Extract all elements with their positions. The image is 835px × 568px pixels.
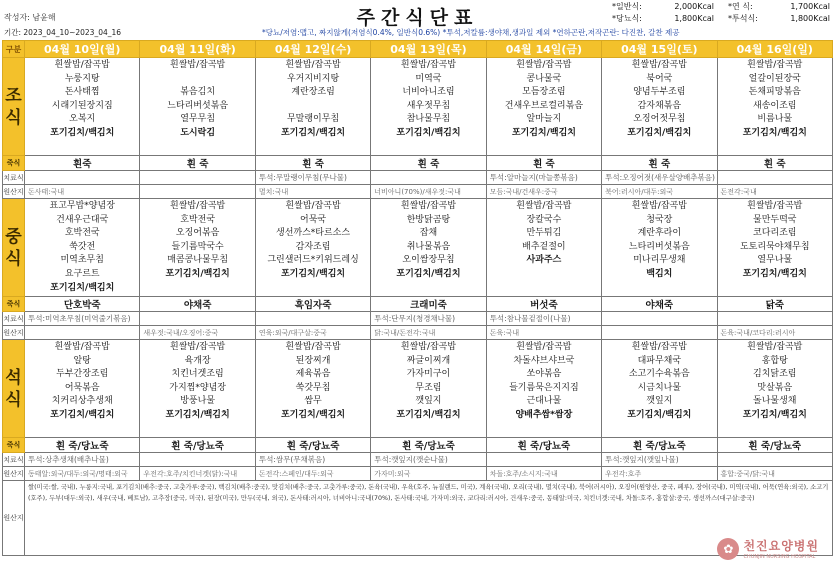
menu-item: 제육볶음 — [295, 369, 331, 380]
dinner-therapy-cell: 투석:쌈무(무채볶음) — [255, 453, 370, 467]
day-header: 04월 10일(월) — [25, 41, 140, 58]
lunch-origin-cell: 새우젓:국내/오징어:중국 — [140, 326, 255, 340]
breakfast-origin-cell: 멸치:국내 — [255, 185, 370, 199]
menu-item — [487, 268, 601, 282]
menu-item: 흰쌀밥/잡곡밥 — [285, 60, 341, 70]
menu-item: 흰쌀밥/잡곡밥 — [747, 342, 803, 352]
lunch-porridge-cell: 야채죽 — [602, 297, 717, 312]
menu-item: 돈사태찜 — [64, 87, 100, 98]
menu-item: 포기김치/백김치 — [165, 268, 230, 279]
kcal-label: *일반식: — [612, 2, 642, 11]
menu-item: 참나물무침 — [406, 114, 451, 125]
day-header: 04월 14일(금) — [486, 41, 601, 58]
dinner-therapy-row — [3, 453, 833, 467]
breakfast-porridge-cell: 흰 죽 — [140, 156, 255, 171]
menu-item: 모듬장조림 — [522, 87, 566, 98]
dinner-origin-cell: 가자미:외국 — [371, 467, 486, 481]
menu-item: 요구르트 — [64, 268, 100, 279]
day-header: 04월 11일(화) — [140, 41, 255, 58]
row-label-porridge: 죽식 — [3, 297, 25, 312]
menu-item: 새송이조림 — [753, 100, 797, 111]
row-label-breakfast: 조식 — [3, 58, 25, 156]
lunch-therapy-cell — [602, 312, 717, 326]
menu-item — [140, 73, 254, 87]
breakfast-therapy-row — [3, 171, 833, 185]
dinner-origin-cell: 동태알:외국/대두:외국/명태:외국 — [25, 467, 140, 481]
row-label-lunch: 중식 — [3, 199, 25, 297]
menu-item: 쌈무 — [304, 396, 322, 407]
menu-item: 흰쌀밥/잡곡밥 — [400, 201, 457, 211]
dinner-porridge-cell: 흰 죽/당뇨죽 — [255, 438, 370, 453]
lunch-origin-cell: 돈육:국내 — [486, 326, 601, 340]
menu-item: 오복지 — [69, 114, 96, 125]
breakfast-origin-row — [3, 185, 833, 199]
day-header: 04월 13일(목) — [371, 41, 486, 58]
menu-item: 깻잎지 — [415, 396, 442, 407]
dinner-porridge-cell: 흰 죽/당뇨죽 — [140, 438, 255, 453]
kcal-right — [728, 1, 830, 25]
day-header: 04월 12일(수) — [255, 41, 370, 58]
lunch-origin-cell: 돈육:국내/코다리:러시아 — [717, 326, 832, 340]
lunch-origin-cell: 닭:국내/돈전각:국내 — [371, 326, 486, 340]
corner-label: 구분 — [3, 41, 25, 58]
dinner-menu-cell — [140, 340, 255, 438]
lunch-origin-cell — [25, 326, 140, 340]
origin-footer: 쌀(미국:쌀, 국내), 누룽지:국내, 포기김치(배추:중국, 고춧가루:중국), 백김치(배추:중국), 맛김치(배추:중국, 고춧가루:중국), 돈육(국내), 우육(호주, 뉴질랜드, 미국), 계육(국내), 오리(국내), 멸치(국내), 북어(러시아), 오징어(원양산, 중국, 페루), 장어(국내), 미역(국내), 어묵(연육:외국), 소고기(호주), 두부(대두:외국), 새우(국내, 베트남), 고추장(중국, 미국), 된장(미국), 만두(국내, 외국), 돈사태:러시아, 너비아니:국내(70%), 돈사태:국내, 가자미:외국, 코다리:러시아, 건새우:중국, 동태알:미국, 치킨너겟:국내, 차돌:호주, 홍합살:중국, 생선까스(대구살:중국) — [25, 481, 833, 556]
breakfast-porridge-cell: 흰 죽 — [717, 156, 832, 171]
breakfast-menu-cell — [371, 58, 486, 156]
menu-item: 만두튀김 — [526, 228, 562, 239]
menu-item: 들기름막국수 — [171, 241, 224, 252]
menu-item: 포기김치/백김치 — [627, 409, 692, 420]
kcal-value: 1,800Kcal — [674, 14, 714, 23]
menu-item: 오징어젓무침 — [633, 114, 686, 125]
menu-body — [3, 58, 833, 556]
menu-item: 홍합탕 — [761, 355, 788, 366]
dinner-row — [3, 340, 833, 438]
lunch-menu-cell — [255, 199, 370, 297]
menu-item: 물만두떡국 — [753, 214, 797, 225]
menu-item — [140, 282, 254, 296]
menu-item: 흰쌀밥/잡곡밥 — [54, 342, 110, 352]
dinner-origin-cell: 돈전각:스페인/대두:외국 — [255, 467, 370, 481]
menu-item — [256, 282, 370, 296]
lunch-porridge-cell: 단호박죽 — [25, 297, 140, 312]
lunch-menu-cell — [371, 199, 486, 297]
menu-item: 돈채피망볶음 — [748, 87, 801, 98]
menu-item: 포기김치/백김치 — [742, 268, 807, 279]
kcal-label: *당뇨식: — [612, 14, 642, 23]
menu-item: 미나리무생채 — [633, 255, 686, 266]
row-label-porridge: 죽식 — [3, 438, 25, 453]
dinner-porridge-cell: 흰 죽/당뇨죽 — [602, 438, 717, 453]
menu-item: 흰쌀밥/잡곡밥 — [285, 201, 341, 211]
menu-item: 무말랭이무침 — [286, 114, 340, 125]
menu-item: 흰쌀밥/잡곡밥 — [747, 201, 803, 211]
dinner-porridge-cell: 흰 죽/당뇨죽 — [717, 438, 832, 453]
menu-item: 호박전국 — [64, 228, 100, 239]
menu-item: 볶음김치 — [180, 87, 216, 98]
menu-item: 표고무밥*양념장 — [49, 201, 115, 211]
lunch-therapy-cell — [255, 312, 370, 326]
menu-item: 얼갈이된장국 — [748, 73, 801, 84]
menu-item — [256, 100, 370, 114]
dinner-therapy-cell — [486, 453, 601, 467]
kcal-left — [612, 1, 714, 25]
kcal-label: *투석식: — [728, 14, 758, 23]
menu-item: 미역초무침 — [60, 255, 104, 266]
menu-item: 흰쌀밥/잡곡밥 — [516, 60, 572, 70]
menu-item: 쏘야볶음 — [526, 369, 562, 380]
menu-item: 너비아니조림 — [402, 87, 455, 98]
menu-item: 흰쌀밥/잡곡밥 — [170, 60, 226, 70]
dinner-menu-cell — [486, 340, 601, 438]
menu-item: 시래기된장지짐 — [51, 100, 113, 111]
menu-item: 들기름묵은지지짐 — [509, 382, 579, 393]
breakfast-menu-cell — [486, 58, 601, 156]
menu-item: 배추겉절이 — [522, 241, 566, 252]
menu-item: 비름나물 — [757, 114, 793, 125]
breakfast-origin-cell: 너비아니(70%)/새우젓:국내 — [371, 185, 486, 199]
menu-item: 가자미구이 — [406, 369, 451, 380]
lunch-origin-row — [3, 326, 833, 340]
menu-item: 포기김치/백김치 — [50, 127, 115, 138]
lunch-row — [3, 199, 833, 297]
logo-name: 천진요양병원 — [743, 539, 819, 553]
menu-item: 어묵볶음 — [64, 382, 100, 393]
menu-item: 포기김치/백김치 — [280, 268, 346, 279]
breakfast-porridge-cell: 흰 죽 — [486, 156, 601, 171]
breakfast-origin-cell: 북어:러시아/대두:외국 — [602, 185, 717, 199]
menu-item: 우거지비지탕 — [286, 73, 340, 84]
menu-item: 느타리버섯볶음 — [628, 241, 690, 252]
menu-item: 백김치 — [646, 268, 673, 279]
menu-item: 쑥갓무침 — [295, 382, 331, 393]
row-label-porridge: 죽식 — [3, 156, 25, 171]
menu-item: 흰쌀밥/잡곡밥 — [400, 60, 457, 70]
menu-item: 포기김치/백김치 — [396, 409, 461, 420]
breakfast-porridge-cell: 흰 죽 — [255, 156, 370, 171]
menu-item: 열무나물 — [757, 255, 793, 266]
breakfast-porridge-cell: 흰 죽 — [371, 156, 486, 171]
dinner-therapy-cell: 투석:깻잎지(깻잎나물) — [602, 453, 717, 467]
menu-item: 포기김치/백김치 — [50, 282, 115, 293]
menu-item — [487, 282, 601, 296]
menu-item: 한방닭곰탕 — [406, 214, 451, 225]
menu-item: 흰쌀밥/잡곡밥 — [170, 201, 226, 211]
dinner-origin-row — [3, 467, 833, 481]
author-label: 작성자: 남윤해 — [4, 13, 56, 22]
dinner-origin-cell: 홍합:중국/닭:국내 — [717, 467, 832, 481]
menu-item: 미역국 — [415, 73, 442, 84]
breakfast-menu-cell — [717, 58, 832, 156]
menu-item: 포기김치/백김치 — [165, 409, 230, 420]
menu-item: 차돌샤브샤브국 — [513, 355, 575, 366]
lunch-porridge-row — [3, 297, 833, 312]
dinner-menu-cell — [371, 340, 486, 438]
menu-item: 포기김치/백김치 — [50, 409, 115, 420]
kcal-label: *연 식: — [728, 2, 753, 11]
breakfast-menu-cell — [25, 58, 140, 156]
dinner-origin-cell: 차돌:호주/소시지:국내 — [486, 467, 601, 481]
menu-item: 시금치나물 — [637, 382, 682, 393]
breakfast-therapy-cell — [717, 171, 832, 185]
menu-item: 감자조림 — [295, 241, 331, 252]
menu-item: 오징어볶음 — [175, 228, 220, 239]
flower-icon: ✿ — [717, 538, 739, 560]
menu-item: 양념두부조림 — [633, 87, 686, 98]
breakfast-menu-cell — [140, 58, 255, 156]
lunch-porridge-cell: 닭죽 — [717, 297, 832, 312]
menu-item: 흰쌀밥/잡곡밥 — [54, 60, 110, 70]
menu-item: 김치닭조림 — [753, 369, 797, 380]
lunch-porridge-cell: 버섯죽 — [486, 297, 601, 312]
menu-item: 소고기수육볶음 — [628, 369, 690, 380]
breakfast-therapy-cell: 투석:알마늘지(마늘쫑볶음) — [486, 171, 601, 185]
hospital-logo — [717, 537, 819, 560]
menu-item: 흰쌀밥/잡곡밥 — [631, 60, 687, 70]
dinner-origin-cell: 우전각:호주 — [602, 467, 717, 481]
day-header: 04월 15일(토) — [602, 41, 717, 58]
dinner-porridge-cell: 흰 죽/당뇨죽 — [25, 438, 140, 453]
row-label-origin: 원산지 — [3, 185, 25, 199]
menu-item: 사과주스 — [526, 255, 562, 266]
breakfast-origin-cell — [140, 185, 255, 199]
menu-item: 생선까스*타르소스 — [276, 228, 351, 239]
lunch-therapy-row — [3, 312, 833, 326]
menu-item: 포기김치/백김치 — [742, 409, 807, 420]
row-label-origin: 원산지 — [3, 467, 25, 481]
menu-item: 알탕 — [73, 355, 91, 366]
breakfast-porridge-row — [3, 156, 833, 171]
period-label: 기간: 2023_04_10~2023_04_16 — [4, 28, 122, 37]
kcal-value: 1,700Kcal — [790, 2, 830, 11]
menu-item: 맛살볶음 — [757, 382, 793, 393]
menu-item: 건새우근대국 — [56, 214, 109, 225]
menu-item: 열무무침 — [180, 114, 216, 125]
menu-item: 콩나물국 — [526, 73, 562, 84]
menu-item: 치커리상추생채 — [51, 396, 113, 407]
lunch-origin-cell: 연육:외국/대구살:중국 — [255, 326, 370, 340]
day-header: 04월 16일(일) — [717, 41, 832, 58]
breakfast-menu-cell — [602, 58, 717, 156]
lunch-menu-cell — [486, 199, 601, 297]
menu-item: 호박전국 — [180, 214, 216, 225]
menu-item: 무조림 — [415, 382, 442, 393]
menu-item: 양배추쌈*쌈장 — [515, 409, 573, 420]
menu-item — [371, 282, 485, 296]
breakfast-row — [3, 58, 833, 156]
lunch-therapy-cell: 투석:참나물겉절이(나물) — [486, 312, 601, 326]
row-label-therapy: 치료식 — [3, 312, 25, 326]
breakfast-origin-cell: 돈사태:국내 — [25, 185, 140, 199]
menu-item: 오이쌈장무침 — [402, 255, 455, 266]
day-header-row — [3, 41, 833, 58]
menu-item: 코다리조림 — [753, 228, 797, 239]
menu-item: 대파무채국 — [637, 355, 682, 366]
lunch-porridge-cell: 야채죽 — [140, 297, 255, 312]
menu-item: 흰쌀밥/잡곡밥 — [747, 60, 803, 70]
menu-item: 치킨너겟조림 — [171, 369, 224, 380]
lunch-menu-cell — [140, 199, 255, 297]
menu-item: 방풍나물 — [180, 396, 216, 407]
dinner-porridge-row — [3, 438, 833, 453]
menu-item — [718, 282, 832, 296]
menu-item: 그린샐러드*키위드레싱 — [267, 255, 359, 266]
menu-item: 흰쌀밥/잡곡밥 — [631, 201, 687, 211]
breakfast-therapy-cell — [140, 171, 255, 185]
kcal-value: 2,000Kcal — [674, 2, 714, 11]
lunch-therapy-cell — [717, 312, 832, 326]
menu-item: 어묵국 — [300, 214, 327, 225]
menu-item: 흰쌀밥/잡곡밥 — [516, 342, 572, 352]
menu-item: 깻잎지 — [646, 396, 673, 407]
breakfast-origin-cell: 돈전각:국내 — [717, 185, 832, 199]
menu-item: 매콤콩나물무침 — [167, 255, 229, 266]
menu-item: 감자채볶음 — [637, 100, 682, 111]
menu-item: 흰쌀밥/잡곡밥 — [285, 342, 341, 352]
menu-item: 짜글이찌개 — [406, 355, 451, 366]
menu-item: 도시락김 — [180, 127, 216, 138]
lunch-therapy-cell — [140, 312, 255, 326]
menu-item: 새우젓무침 — [406, 100, 451, 111]
menu-item: 포기김치/백김치 — [396, 127, 461, 138]
menu-item: 포기김치/백김치 — [627, 127, 692, 138]
menu-item: 흰쌀밥/잡곡밥 — [400, 342, 457, 352]
menu-item: 청국장 — [646, 214, 673, 225]
origin-footer-row — [3, 481, 833, 556]
dinner-menu-cell — [717, 340, 832, 438]
breakfast-origin-cell: 모듬:국내/건새우:중국 — [486, 185, 601, 199]
menu-item: 쑥갓전 — [69, 241, 96, 252]
row-label-origin: 원산지 — [3, 326, 25, 340]
menu-item: 취나물볶음 — [406, 241, 451, 252]
lunch-menu-cell — [602, 199, 717, 297]
dinner-therapy-cell: 투석:상추생채(배추나물) — [25, 453, 140, 467]
row-label-dinner: 석식 — [3, 340, 25, 438]
dinner-porridge-cell: 흰 죽/당뇨죽 — [371, 438, 486, 453]
menu-item: 포기김치/백김치 — [511, 127, 576, 138]
breakfast-therapy-cell — [371, 171, 486, 185]
menu-item: 두부간장조림 — [56, 369, 109, 380]
breakfast-menu-cell — [255, 58, 370, 156]
lunch-therapy-cell: 투석:미역초무침(미역줄기볶음) — [25, 312, 140, 326]
menu-item: 흰쌀밥/잡곡밥 — [631, 342, 687, 352]
row-label-therapy: 치료식 — [3, 453, 25, 467]
menu-item: 계란장조림 — [291, 87, 335, 98]
menu-item: 누룽지탕 — [64, 73, 100, 84]
menu-item: 계란후라이 — [637, 228, 682, 239]
menu-item: 알마늘지 — [526, 114, 562, 125]
row-label-origin: 원산지 — [3, 481, 25, 556]
dinner-menu-cell — [25, 340, 140, 438]
menu-item: 건새우브로컬리볶음 — [504, 100, 584, 111]
weekly-menu-table — [2, 40, 833, 556]
menu-item: 된장찌개 — [295, 355, 331, 366]
breakfast-therapy-cell: 투석:오징어젓(새우살양배추볶음) — [602, 171, 717, 185]
breakfast-porridge-cell: 흰 죽 — [602, 156, 717, 171]
breakfast-therapy-cell — [25, 171, 140, 185]
dinner-menu-cell — [602, 340, 717, 438]
lunch-porridge-cell: 크래미죽 — [371, 297, 486, 312]
menu-item: 돌나물생채 — [753, 396, 797, 407]
menu-item: 가지찜*양념장 — [169, 382, 226, 393]
dinner-origin-cell: 우전각:호주/치킨너겟(닭):국내 — [140, 467, 255, 481]
menu-item: 잡채 — [419, 228, 438, 239]
row-label-therapy: 치료식 — [3, 171, 25, 185]
lunch-menu-cell — [717, 199, 832, 297]
menu-item: 근대나물 — [526, 396, 562, 407]
lunch-porridge-cell: 흑임자죽 — [255, 297, 370, 312]
dinner-therapy-cell: 투석:깻잎지(깻순나물) — [371, 453, 486, 467]
menu-item: 장칼국수 — [526, 214, 562, 225]
dinner-therapy-cell — [717, 453, 832, 467]
lunch-therapy-cell: 투석:단무지(청경채나물) — [371, 312, 486, 326]
dinner-menu-cell — [255, 340, 370, 438]
menu-item: 북어국 — [646, 73, 673, 84]
dinner-porridge-cell: 흰 죽/당뇨죽 — [486, 438, 601, 453]
menu-item: 포기김치/백김치 — [742, 127, 807, 138]
kcal-value: 1,800Kcal — [790, 14, 830, 23]
page-title: 주간식단표 — [356, 7, 479, 29]
menu-item: 느타리버섯볶음 — [167, 100, 229, 111]
dinner-therapy-cell — [140, 453, 255, 467]
menu-item: 포기김치/백김치 — [280, 127, 346, 138]
breakfast-therapy-cell: 투석:무말랭이무침(무나물) — [255, 171, 370, 185]
menu-item: 흰쌀밥/잡곡밥 — [170, 342, 226, 352]
menu-item: 도토리묵야채무침 — [739, 241, 810, 252]
menu-item: 흰쌀밥/잡곡밥 — [516, 201, 572, 211]
logo-english-name: CHUNJIN NURSING HOSPITAL — [743, 554, 816, 560]
lunch-origin-cell — [602, 326, 717, 340]
menu-item: 포기김치/백김치 — [280, 409, 346, 420]
lunch-menu-cell — [25, 199, 140, 297]
breakfast-porridge-cell: 흰죽 — [25, 156, 140, 171]
menu-item — [602, 282, 716, 296]
menu-item: 포기김치/백김치 — [396, 268, 461, 279]
diet-note: *당뇨/저염:맵고, 짜지않게(저염식0.4%, 일반식0.6%) *투석,저칼륨:생야채,생과일 제외 *연하곤란,저작곤란: 다진찬, 갈찬 제공 — [262, 28, 680, 37]
menu-item: 육개장 — [184, 355, 211, 366]
